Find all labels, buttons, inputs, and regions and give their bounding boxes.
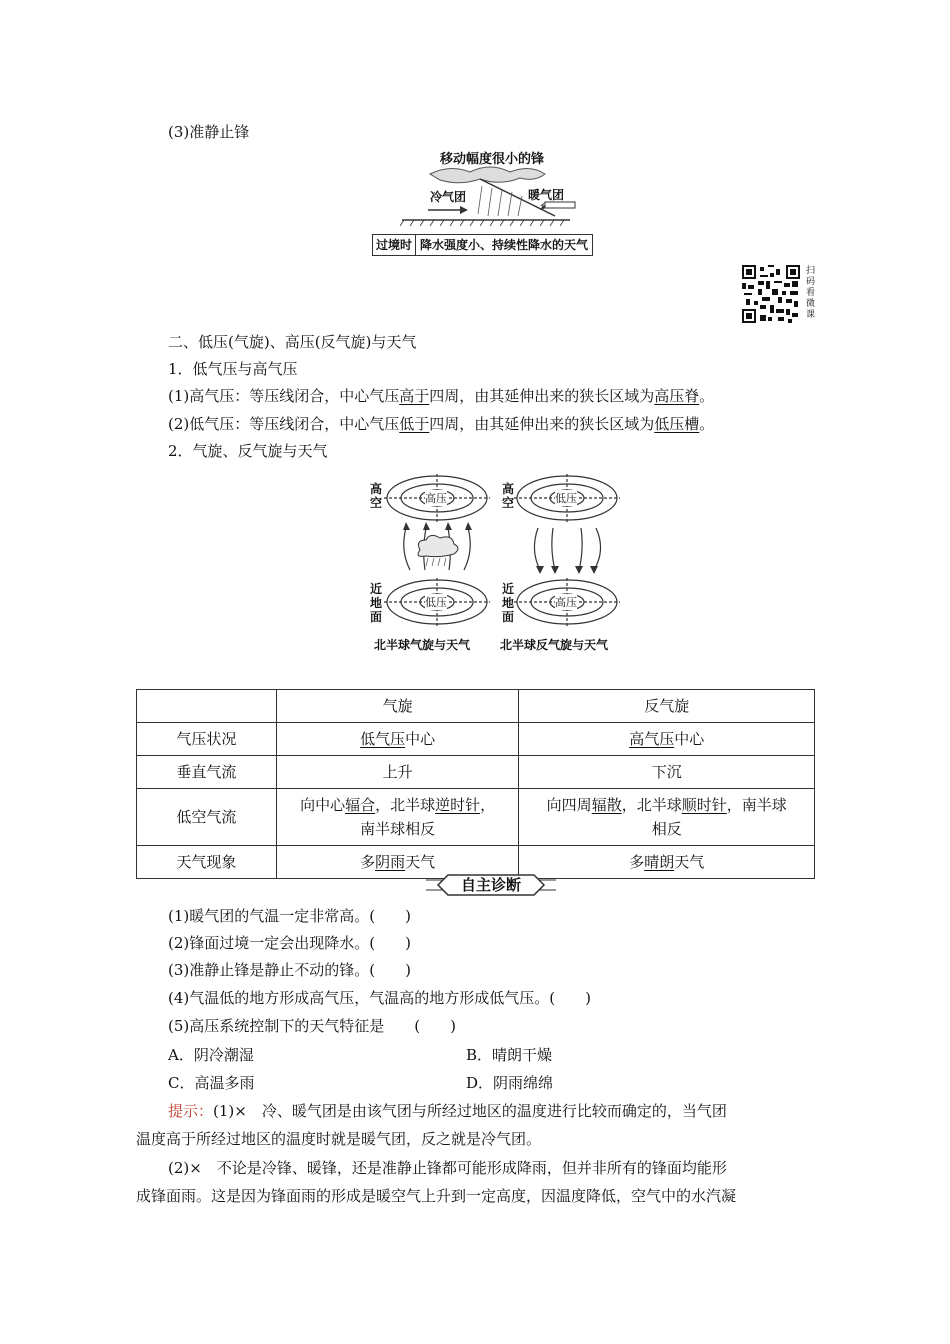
row-label: 低空气流 (137, 789, 277, 846)
lower-label-right: 近地面 (502, 582, 515, 624)
caption-anticyclone: 北半球反气旋与天气 (500, 638, 609, 652)
table-cell: 多晴朗天气 (519, 846, 815, 879)
center-label-low-upper: 低压 (555, 492, 577, 505)
table-cell: 多阴雨天气 (276, 846, 519, 879)
table-header-cell: 反气旋 (519, 690, 815, 723)
item-2-heading: 2．气旋、反气旋与天气 (168, 442, 328, 460)
table-cell: 高气压中心 (519, 723, 815, 756)
table-row (137, 756, 815, 789)
table-row (137, 789, 815, 846)
table-header-cell: 气旋 (276, 690, 519, 723)
option-b: B．晴朗干燥 (466, 1046, 553, 1064)
row-label: 天气现象 (137, 846, 277, 879)
cold-arrow-head (460, 206, 468, 214)
qr-label: 扫 码 看 微 课 (806, 266, 816, 320)
table-cell: 向中心辐合，北半球逆时针， 南半球相反 (276, 789, 519, 846)
question-4: (4)气温低的地方形成高气压，气温高的地方形成低气压。( ) (168, 989, 591, 1007)
hint-1-line-1: 提示：(1)× 冷、暖气团是由该气团与所经过地区的温度进行比较而确定的，当气团 (168, 1102, 727, 1120)
quasi-stationary-front-figure (370, 148, 600, 260)
lower-label-left: 近地面 (370, 582, 383, 624)
question-2: (2)锋面过境一定会出现降水。( ) (168, 934, 411, 952)
badge-label: 自主诊断 (460, 876, 521, 894)
table-row (137, 723, 815, 756)
item-1a-high-pressure: (1)高气压：等压线闭合，中心气压高于四周，由其延伸出来的狭长区域为高压脊。 (168, 387, 715, 405)
row-label: 气压状况 (137, 723, 277, 756)
front-weather-box (372, 234, 593, 256)
question-3: (3)准静止锋是静止不动的锋。( ) (168, 961, 411, 979)
table-header-row (137, 690, 815, 723)
cold-air-label: 冷气团 (430, 190, 467, 204)
upper-label-right: 高空 (502, 482, 515, 510)
item-1b-low-pressure: (2)低气压：等压线闭合，中心气压低于四周，由其延伸出来的狭长区域为低压槽。 (168, 415, 715, 433)
cloud-shape (430, 167, 545, 183)
cyclone-comparison-table (136, 689, 815, 879)
table-cell: 上升 (276, 756, 519, 789)
figure-caption: 移动幅度很小的锋 (440, 152, 545, 167)
table-cell: 向四周辐散，北半球顺时针，南半球 相反 (519, 789, 815, 846)
row-label: 垂直气流 (137, 756, 277, 789)
rain-lines (478, 186, 522, 216)
self-diagnosis-badge (426, 874, 556, 896)
center-label-low-surface: 低压 (425, 596, 447, 609)
front-diagram (370, 164, 600, 230)
caption-cyclone: 北半球气旋与天气 (374, 638, 471, 652)
center-label-high-upper: 高压 (425, 492, 447, 505)
table-cell: 下沉 (519, 756, 815, 789)
option-a: A．阴冷潮湿 (168, 1046, 254, 1064)
section-heading-quasi-stationary-front: (3)准静止锋 (168, 123, 250, 141)
box-left-label: 过境时 (373, 235, 416, 255)
cyclone-diagram (370, 470, 630, 656)
center-label-high-surface: 高压 (555, 596, 577, 609)
question-1: (1)暖气团的气温一定非常高。( ) (168, 907, 411, 925)
cyclone-anticyclone-figure (370, 470, 630, 656)
section-2-heading: 二、低压(气旋)、高压(反气旋)与天气 (168, 333, 417, 351)
ground-hatch (400, 220, 564, 226)
hint-2-line-2: 成锋面雨。这是因为锋面雨的形成是暖空气上升到一定高度，因温度降低，空气中的水汽凝 (136, 1187, 737, 1205)
item-1-heading: 1．低气压与高气压 (168, 360, 298, 378)
upper-label-left: 高空 (370, 482, 383, 510)
table-cell: 低气压中心 (276, 723, 519, 756)
hint-2-line-1: (2)× 不论是冷锋、暖锋，还是准静止锋都可能形成降雨，但并非所有的锋面均能形 (168, 1159, 727, 1177)
option-d: D．阴雨绵绵 (466, 1074, 554, 1092)
box-right-label: 降水强度小、持续性降水的天气 (420, 238, 589, 252)
question-5: (5)高压系统控制下的天气特征是 ( ) (168, 1017, 456, 1035)
qr-code-icon[interactable] (742, 265, 800, 323)
hint-label: 提示： (168, 1102, 214, 1120)
warm-air-label: 暖气团 (528, 188, 565, 202)
option-c: C．高温多雨 (168, 1074, 255, 1092)
hint-1-line-2: 温度高于所经过地区的温度时就是暖气团，反之就是冷气团。 (136, 1130, 542, 1148)
table-header-cell (137, 690, 277, 723)
